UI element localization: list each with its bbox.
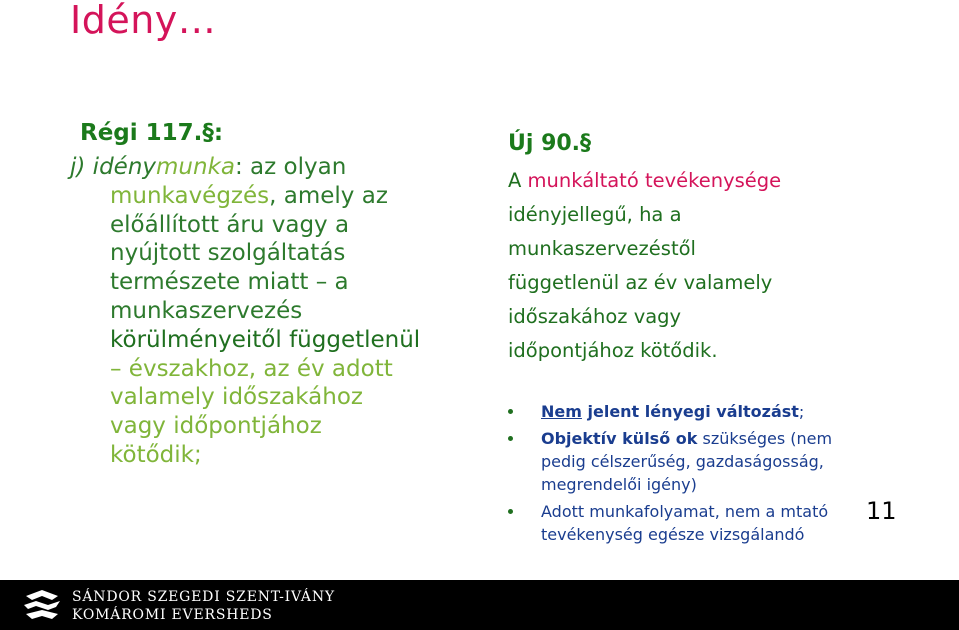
bullet-text-fragment: ; bbox=[798, 402, 805, 421]
bullet-icon bbox=[508, 509, 513, 514]
bullet-emphasis: Nem bbox=[541, 402, 582, 421]
firm-logo-icon bbox=[22, 586, 62, 624]
list-item bbox=[508, 500, 928, 546]
old-law-term: j) idény bbox=[70, 154, 157, 180]
new-law-heading: Új 90.§ bbox=[508, 131, 592, 156]
old-law-line: természete miatt – a bbox=[110, 269, 349, 296]
old-law-heading: Régi 117.§: bbox=[80, 120, 224, 146]
new-law-line: függetlenül az év valamely bbox=[508, 271, 773, 294]
list-item bbox=[508, 427, 928, 496]
new-law-highlight: munkáltató tevékenysége bbox=[527, 169, 782, 192]
old-law-line: kötődik; bbox=[110, 441, 202, 468]
list-item bbox=[508, 400, 928, 423]
bullet-emphasis: Objektív külső ok bbox=[541, 429, 698, 448]
change-notes-list bbox=[508, 400, 928, 550]
old-law-text bbox=[70, 153, 480, 470]
old-law-highlight: munkavégzés bbox=[110, 182, 270, 209]
bullet-text: megrendelői igény) bbox=[541, 475, 697, 494]
new-law-column bbox=[508, 130, 908, 368]
old-law-column bbox=[70, 118, 480, 470]
bullet-icon bbox=[508, 436, 513, 441]
old-law-line: előállított áru vagy a bbox=[110, 211, 350, 238]
bullet-text: tevékenység egésze vizsgálandó bbox=[541, 525, 805, 544]
new-law-line: időszakához vagy bbox=[508, 305, 682, 328]
new-law-line: idényjellegű, ha a bbox=[508, 203, 682, 226]
old-law-line: – évszakhoz, az év adott bbox=[110, 355, 393, 382]
bullet-text: pedig célszerűség, gazdaságosság, bbox=[541, 452, 824, 471]
slide-title: Idény… bbox=[70, 0, 217, 42]
footer-bar bbox=[0, 580, 959, 630]
old-law-line bbox=[70, 182, 480, 211]
old-law-line: nyújtott szolgáltatás bbox=[110, 240, 346, 267]
bullet-text: Adott munkafolyamat, nem a mtató bbox=[541, 502, 829, 521]
old-law-line: körülményeitől függetlenül bbox=[110, 326, 421, 353]
page-number: 11 bbox=[866, 497, 897, 525]
old-law-line bbox=[70, 153, 480, 182]
old-law-line: valamely időszakához bbox=[110, 384, 363, 411]
new-law-line: időpontjához kötődik. bbox=[508, 339, 718, 362]
old-law-text-fragment: , amely az bbox=[269, 182, 388, 209]
new-law-line bbox=[508, 164, 908, 198]
old-law-line: vagy időpontjához bbox=[110, 413, 322, 440]
firm-name-line: KOMÁROMI EVERSHEDS bbox=[72, 607, 273, 623]
firm-name bbox=[72, 588, 335, 624]
bullet-emphasis: jelent lényegi változást bbox=[581, 402, 799, 421]
new-law-text bbox=[508, 164, 908, 368]
bullet-icon bbox=[508, 409, 513, 414]
bullet-text bbox=[541, 400, 928, 423]
old-law-line: munkaszervezés bbox=[110, 297, 303, 324]
new-law-line: munkaszervezéstől bbox=[508, 237, 696, 260]
bullet-text bbox=[541, 427, 928, 450]
firm-name-line: SÁNDOR SZEGEDI SZENT-IVÁNY bbox=[72, 589, 335, 605]
old-law-term-highlight: munka bbox=[156, 154, 235, 180]
new-law-text-fragment: A bbox=[508, 169, 528, 192]
old-law-text-fragment: : az olyan bbox=[235, 154, 347, 180]
bullet-text-fragment: szükséges (nem bbox=[697, 429, 833, 448]
